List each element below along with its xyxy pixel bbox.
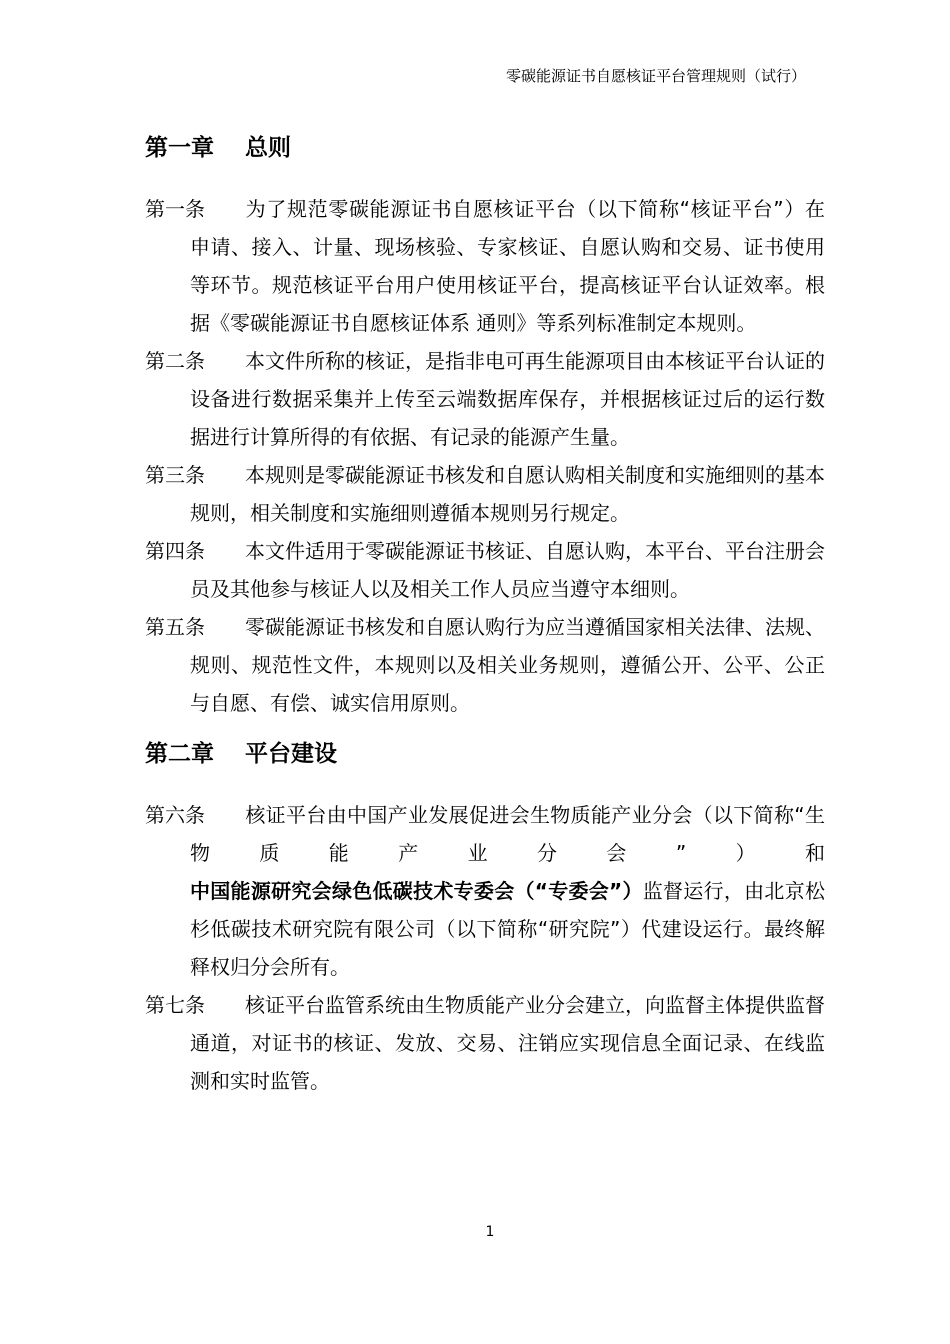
article-2 — [145, 342, 825, 456]
article-text: 监督运行，由北京松杉低碳技术研究院有限公司（以下简称“研究院”）代建设运行。最终解释权归分会所有。 — [190, 879, 825, 979]
article-number: 第五条 — [145, 615, 205, 639]
article-text: 本文件所称的核证，是指非电可再生能源项目由本核证平台认证的设备进行数据采集并上传至云端数据库保存，并根据核证过后的运行数据进行计算所得的有依据、有记录的能源产生量。 — [190, 349, 825, 449]
article-number: 第三条 — [145, 463, 205, 487]
running-header: 零碳能源证书自愿核证平台管理规则（试行） — [505, 67, 806, 85]
chapter-title: 总则 — [245, 135, 291, 161]
document-body — [145, 128, 825, 1100]
article-text: 核证平台由中国产业发展促进会生物质能产业分会（以下简称“生物质能产业分会”）和 — [190, 803, 825, 865]
article-text: 零碳能源证书核发和自愿认购行为应当遵循国家相关法律、法规、规则、规范性文件，本规则以及相关业务规则，遵循公开、公平、公正与自愿、有偿、诚实信用原则。 — [190, 615, 825, 715]
article-number: 第一条 — [145, 197, 205, 221]
chapter-heading-2 — [145, 734, 825, 774]
article-3 — [145, 456, 825, 532]
chapter-number: 第一章 — [145, 135, 214, 161]
article-6 — [145, 796, 825, 986]
article-number: 第七条 — [145, 993, 205, 1017]
article-text: 本文件适用于零碳能源证书核证、自愿认购，本平台、平台注册会员及其他参与核证人以及相关工作人员应当遵守本细则。 — [190, 539, 825, 601]
article-5 — [145, 608, 825, 722]
article-7 — [145, 986, 825, 1100]
chapter-title: 平台建设 — [245, 741, 337, 767]
article-text: 本规则是零碳能源证书核发和自愿认购相关制度和实施细则的基本规则，相关制度和实施细则遵循本规则另行规定。 — [190, 463, 825, 525]
article-number: 第四条 — [145, 539, 205, 563]
article-1 — [145, 190, 825, 342]
article-number: 第二条 — [145, 349, 205, 373]
article-number: 第六条 — [145, 803, 205, 827]
article-4 — [145, 532, 825, 608]
article-text-bold: 中国能源研究会绿色低碳技术专委会（“专委会”） — [190, 879, 643, 903]
article-text: 核证平台监管系统由生物质能产业分会建立，向监督主体提供监督通道，对证书的核证、发放、交易、注销应实现信息全面记录、在线监测和实时监管。 — [190, 993, 825, 1093]
chapter-heading-1 — [145, 128, 825, 168]
page-number: 1 — [485, 1224, 495, 1240]
chapter-number: 第二章 — [145, 741, 214, 767]
article-text: 为了规范零碳能源证书自愿核证平台（以下简称“核证平台”）在申请、接入、计量、现场核验、专家核证、自愿认购和交易、证书使用等环节。规范核证平台用户使用核证平台，提高核证平台认证效率。根据《零碳能源证书自愿核证体系 通则》等系列标准制定本规则。 — [190, 197, 825, 335]
